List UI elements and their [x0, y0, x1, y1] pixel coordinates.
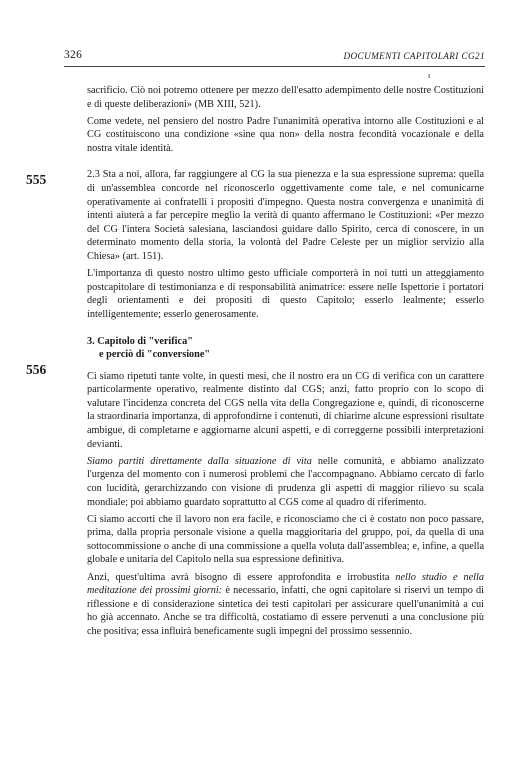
italic-phrase: nello studio e nella meditazione dei prossimi giorni: — [87, 571, 484, 597]
paragraph-marker-556: 556 — [26, 362, 47, 377]
paragraph: sacrificio. Ciò noi potremo ottenere per mezzo dell'esatto adempimento delle nostre Costituzioni e di queste deliberazioni» (MB XIII, 521). — [87, 85, 484, 110]
text-run: Anzi, quest'ultima avrà bisogno di essere approfondita e irrobustita — [87, 571, 396, 583]
paragraph: 2.3 Sta a noi, allora, far raggiungere al CG la sua pienezza e la sua espressione suprema: quella di un'assemblea concorde nel riconoscerlo oggettivamente come tale, e nel comunicarne operativamente ai confratelli i propositi d'impegno. Questa nostra convergenza e unanimità di intenti aiuterà a far percepire meglio la verità di quanto affermano le Costituzioni: «Per mezzo del CG l'intera Società salesiana, lasciandosi guidare dallo Spirito, cerca di conoscere, in un determinato momento della storia, la volontà del Padre Celeste per un miglior servizio alla Chiesa» (art. 151). — [87, 169, 484, 263]
italic-phrase: Siamo partiti direttamente dalla situazione di vita — [87, 455, 312, 467]
header-rule — [64, 66, 485, 67]
paragraph — [87, 571, 484, 639]
paragraph: Ci siamo accorti che il lavoro non era facile, e riconosciamo che ci è costato non poco passare, prima, dalla propria personale visione a quella maggioritaria del gruppo, poi, da quella di una sottocommissione o anche di una commissione a quella voluta dall'assemblea; e, infine, a quella globale e unitaria del Capitolo nella sua espressione definitiva. — [87, 513, 484, 566]
body-text — [87, 84, 484, 642]
running-title: DOCUMENTI CAPITOLARI CG21 — [343, 51, 485, 61]
text-run: è necessario, infatti, che ogni capitolare si riservi un tempo di riflessione e di considerazione sintetica dei testi capitolari per assicurare quell'unanimità a cui ho già accennato. Anche se tra difficoltà, costatiamo di essere pervenuti a una conclusione più che positiva; essa influirà beneficamente sugli impegni del prossimo sessennio. — [87, 585, 484, 637]
stray-mark: ı — [428, 71, 431, 80]
section-heading-line2: e perciò di "conversione" — [99, 349, 211, 361]
running-header — [64, 49, 485, 63]
paragraph: Come vedete, nel pensiero del nostro Padre l'unanimità operativa intorno alle Costituzioni e al CG costituiscono una condizione «sine qua non» della nostra fecondità vocazionale e della nostra vitale identità. — [87, 115, 484, 154]
section-heading — [87, 335, 484, 362]
paragraph: Ci siamo ripetuti tante volte, in questi mesi, che il nostro era un CG di verifica con un carattere particolarmente operativo, realmente distinto dal CGS; anzi, fatto proprio con lo scopo di valutare l'incidenza concreta del CGS nella vita della Congregazione e, quindi, di riconoscerne la straordinaria importanza, di approfondirne i contenuti, di chiarirne alcune espressioni risultate ambigue, di completarne e aggiornarne alcuni aspetti, e di correggerne possibili interpretazioni devianti. — [87, 370, 484, 450]
page-number: 326 — [64, 49, 83, 61]
paragraph — [87, 455, 484, 509]
section-heading-line1: 3. Capitolo di "verifica" — [87, 335, 193, 347]
paragraph-marker-555: 555 — [26, 172, 47, 187]
text-run: nelle comunità, e abbiamo analizzato l'urgenza del momento con i numerosi problemi che l'accompagnano. Abbiamo cercato di farlo con lucidità, gerarchizzando con visione di prudenza gli aspetti di maggior rilievo su scala mondiale; poi abbiamo guardato soprattutto al CGS come al quadro di riferimento. — [87, 455, 484, 508]
paragraph: L'importanza di questo nostro ultimo gesto ufficiale comporterà in noi tutti un atteggiamento postcapitolare di testimonianza e di responsabilità animatrice: essere nelle Ispettorie i portatori degli orientamenti e dei propositi di questo Capitolo; esserlo lealmente; esserlo intelligentemente; esserlo generosamente. — [87, 268, 484, 320]
